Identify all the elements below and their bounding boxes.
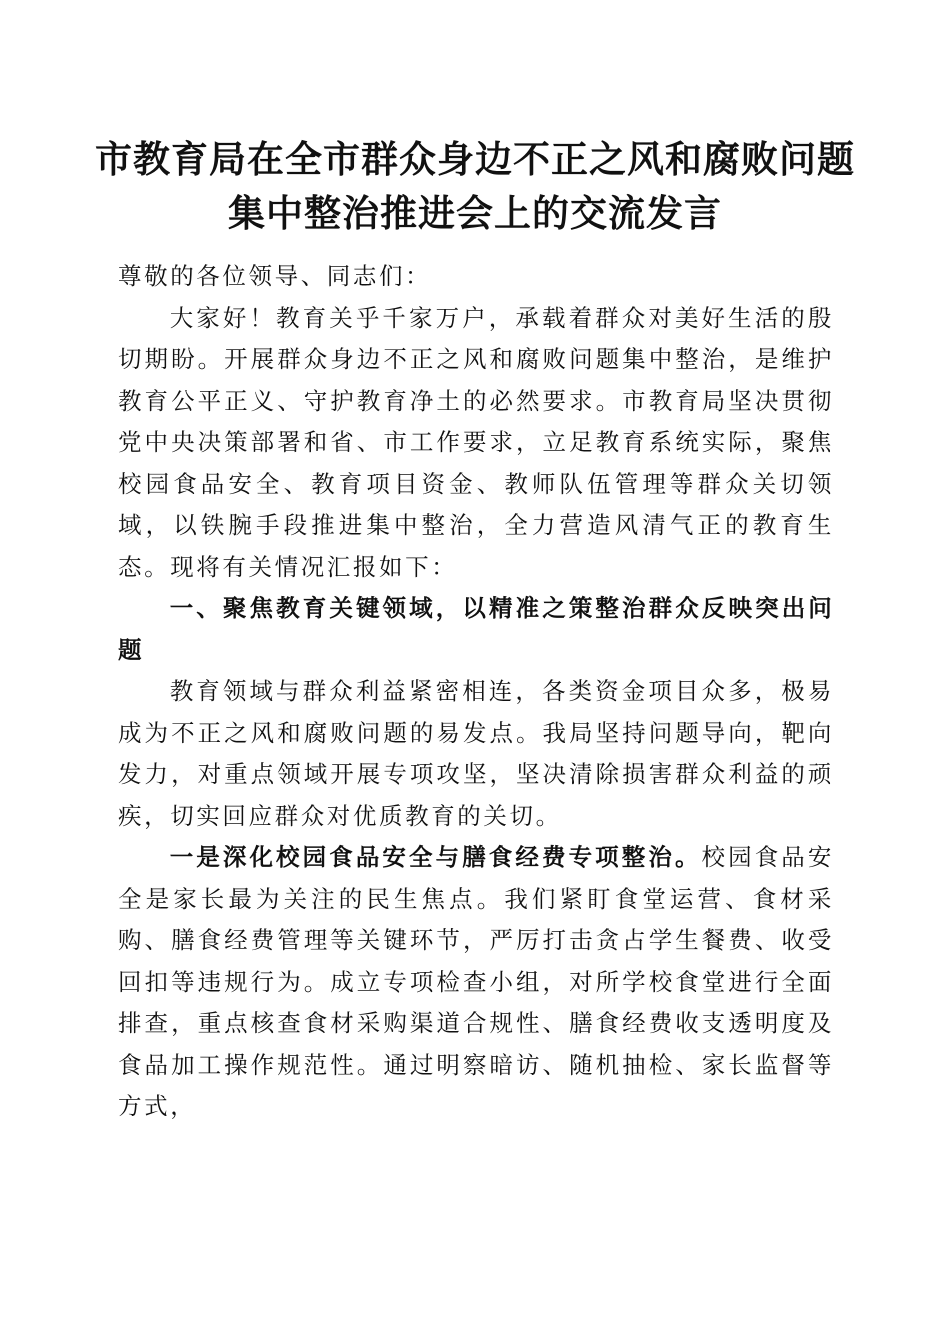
- section-heading-1: 一、聚焦教育关键领域，以精准之策整治群众反映突出问题: [118, 594, 834, 664]
- document-body: [118, 256, 834, 1128]
- item-1-lead: 一是深化校园食品安全与膳食经费专项整治。: [169, 843, 702, 871]
- item-1-body: 校园食品安全是家长最为关注的民生焦点。我们紧盯食堂运营、食材采购、膳食经费管理等关键环节，严厉打击贪占学生餐费、收受回扣等违规行为。成立专项检查小组，对所学校食堂进行全面排查，重点核查食材采购渠道合规性、膳食经费收支透明度及食品加工操作规范性。通过明察暗访、随机抽检、家长监督等方式，: [118, 843, 834, 1120]
- paragraph-intro: 大家好！教育关乎千家万户，承载着群众对美好生活的殷切期盼。开展群众身边不正之风和腐败问题集中整治，是维护教育公平正义、守护教育净土的必然要求。市教育局坚决贯彻党中央决策部署和省、市工作要求，立足教育系统实际，聚焦校园食品安全、教育项目资金、教师队伍管理等群众关切领域，以铁腕手段推进集中整治，全力营造风清气正的教育生态。现将有关情况汇报如下：: [118, 303, 834, 581]
- title-line-2: 集中整治推进会上的交流发言: [228, 191, 722, 235]
- title-line-1: 市教育局在全市群众身边不正之风和腐败问题: [95, 137, 855, 181]
- paragraph-item-1: [118, 837, 834, 1128]
- paragraph-section-1: 教育领域与群众利益紧密相连，各类资金项目众多，极易成为不正之风和腐败问题的易发点。我局坚持问题导向，靶向发力，对重点领域开展专项攻坚，坚决清除损害群众利益的顽疾，切实回应群众对优质教育的关切。: [118, 677, 834, 830]
- salutation: 尊敬的各位领导、同志们：: [118, 262, 432, 290]
- document-title: [80, 132, 870, 240]
